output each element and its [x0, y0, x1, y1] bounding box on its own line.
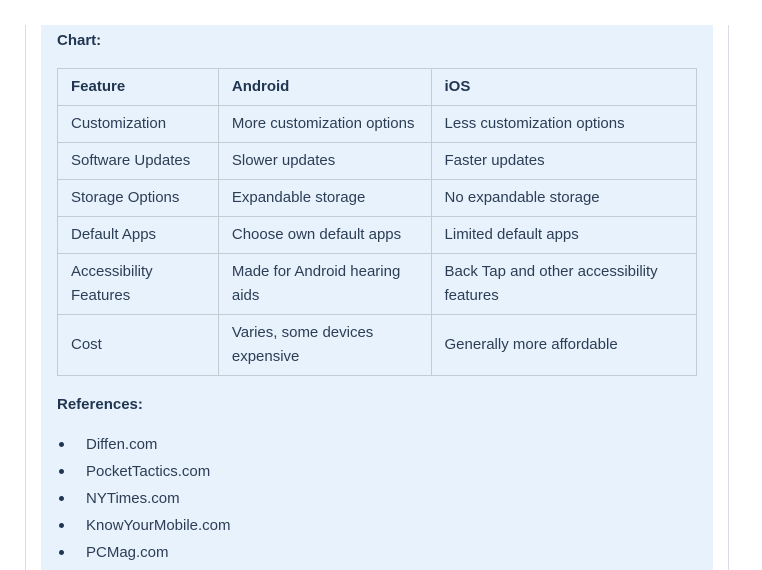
- feature-cell: Cost: [58, 315, 219, 376]
- android-cell: More customization options: [218, 106, 431, 143]
- list-item: [57, 539, 231, 566]
- android-cell: Expandable storage: [218, 180, 431, 217]
- reference-text: PCMag.com: [86, 544, 169, 561]
- table-row: [58, 106, 697, 143]
- chart-heading: Chart:: [57, 32, 102, 49]
- reference-text: NYTimes.com: [86, 490, 180, 507]
- comparison-table: [57, 68, 697, 376]
- table-row: [58, 217, 697, 254]
- bullet-icon: [59, 469, 64, 474]
- header-feature: Feature: [58, 69, 219, 106]
- left-divider: [25, 25, 26, 570]
- list-item: [57, 485, 231, 512]
- header-android: Android: [218, 69, 431, 106]
- feature-cell: Default Apps: [58, 217, 219, 254]
- android-cell: Varies, some devices expensive: [218, 315, 431, 376]
- reference-text: PocketTactics.com: [86, 463, 211, 480]
- ios-cell: Faster updates: [431, 143, 696, 180]
- ios-cell: No expandable storage: [431, 180, 696, 217]
- table-row: [58, 315, 697, 376]
- reference-text: Diffen.com: [86, 436, 158, 453]
- table-row: [58, 254, 697, 315]
- feature-cell: Customization: [58, 106, 219, 143]
- header-ios: iOS: [431, 69, 696, 106]
- right-divider: [728, 25, 729, 570]
- list-item: [57, 431, 231, 458]
- response-panel: [41, 25, 713, 570]
- references-list: [57, 431, 231, 566]
- ios-cell: Less customization options: [431, 106, 696, 143]
- table-row: [58, 180, 697, 217]
- table-row: [58, 143, 697, 180]
- list-item: [57, 458, 231, 485]
- bullet-icon: [59, 496, 64, 501]
- feature-cell: Software Updates: [58, 143, 219, 180]
- android-cell: Made for Android hearing aids: [218, 254, 431, 315]
- bullet-icon: [59, 523, 64, 528]
- feature-cell: Storage Options: [58, 180, 219, 217]
- ios-cell: Back Tap and other accessibility features: [431, 254, 696, 315]
- feature-cell: Accessibility Features: [58, 254, 219, 315]
- android-cell: Slower updates: [218, 143, 431, 180]
- bullet-icon: [59, 550, 64, 555]
- bullet-icon: [59, 442, 64, 447]
- list-item: [57, 512, 231, 539]
- ios-cell: Generally more affordable: [431, 315, 696, 376]
- reference-text: KnowYourMobile.com: [86, 517, 231, 534]
- table-header-row: [58, 69, 697, 106]
- android-cell: Choose own default apps: [218, 217, 431, 254]
- ios-cell: Limited default apps: [431, 217, 696, 254]
- references-heading: References:: [57, 396, 143, 413]
